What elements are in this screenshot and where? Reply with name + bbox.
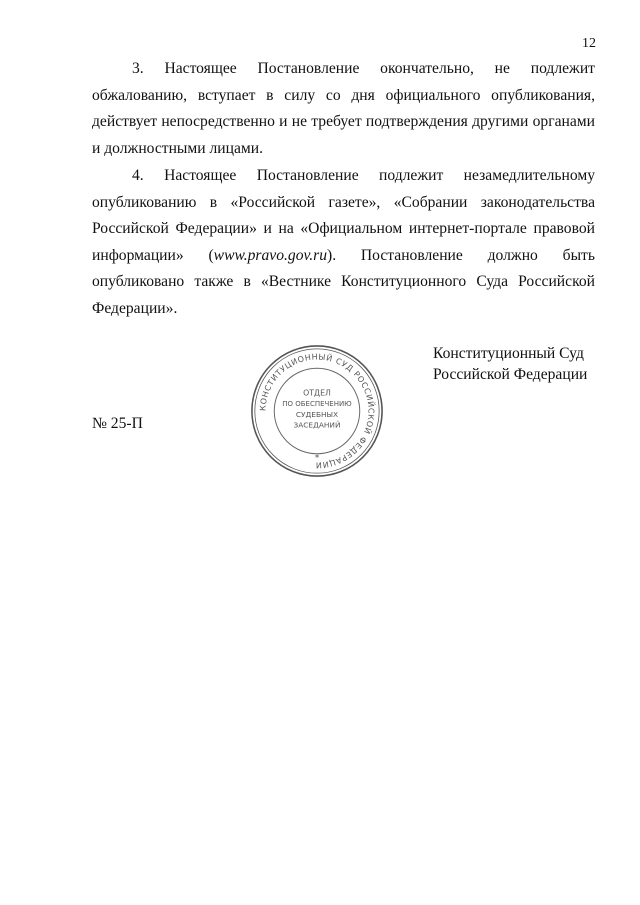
signature-line-1: Конституционный Суд (433, 345, 584, 362)
signature-line-2: Российской Федерации (433, 366, 588, 383)
seal-outer-text: КОНСТИТУЦИОННЫЙ СУД РОССИЙСКОЙ ФЕДЕРАЦИИ (258, 352, 376, 470)
paragraph-3: 3. Настоящее Постановление окончательно, не подлежит обжалованию, вступает в силу со дня официального опубликования, действует непосредственно и не требует подтверждения другими органами и должностными лицами. (92, 60, 595, 157)
document-number: № 25-П (92, 415, 143, 432)
seal-inner-line-2: ПО ОБЕСПЕЧЕНИЮ (282, 400, 352, 409)
seal-inner-line-1: ОТДЕЛ (303, 388, 331, 398)
seal-star-icon: * (314, 453, 320, 464)
official-seal (249, 343, 385, 479)
seal-inner-line-3: СУДЕБНЫХ (295, 409, 339, 419)
document-body (92, 56, 595, 322)
signature-block (433, 343, 587, 385)
page-number: 12 (582, 36, 596, 51)
seal-stamp-icon (249, 343, 385, 479)
seal-inner-line-4: ЗАСЕДАНИЙ (293, 420, 341, 430)
pravo-link[interactable]: www.pravo.gov.ru (213, 246, 328, 264)
paragraph-4 (92, 163, 595, 322)
paragraph-4-text-end: ). Постановление должно быть опубликовано также в «Вестнике Конституционного Суда Российской Федерации». (92, 246, 595, 317)
paragraph-4-text: 4. Настоящее Постановление подлежит незамедлительному опубликованию в «Российской газете», «Собрании законодательства Российской Федерации» и на «Официальном интернет-портале правовой информации» ( (92, 167, 595, 264)
